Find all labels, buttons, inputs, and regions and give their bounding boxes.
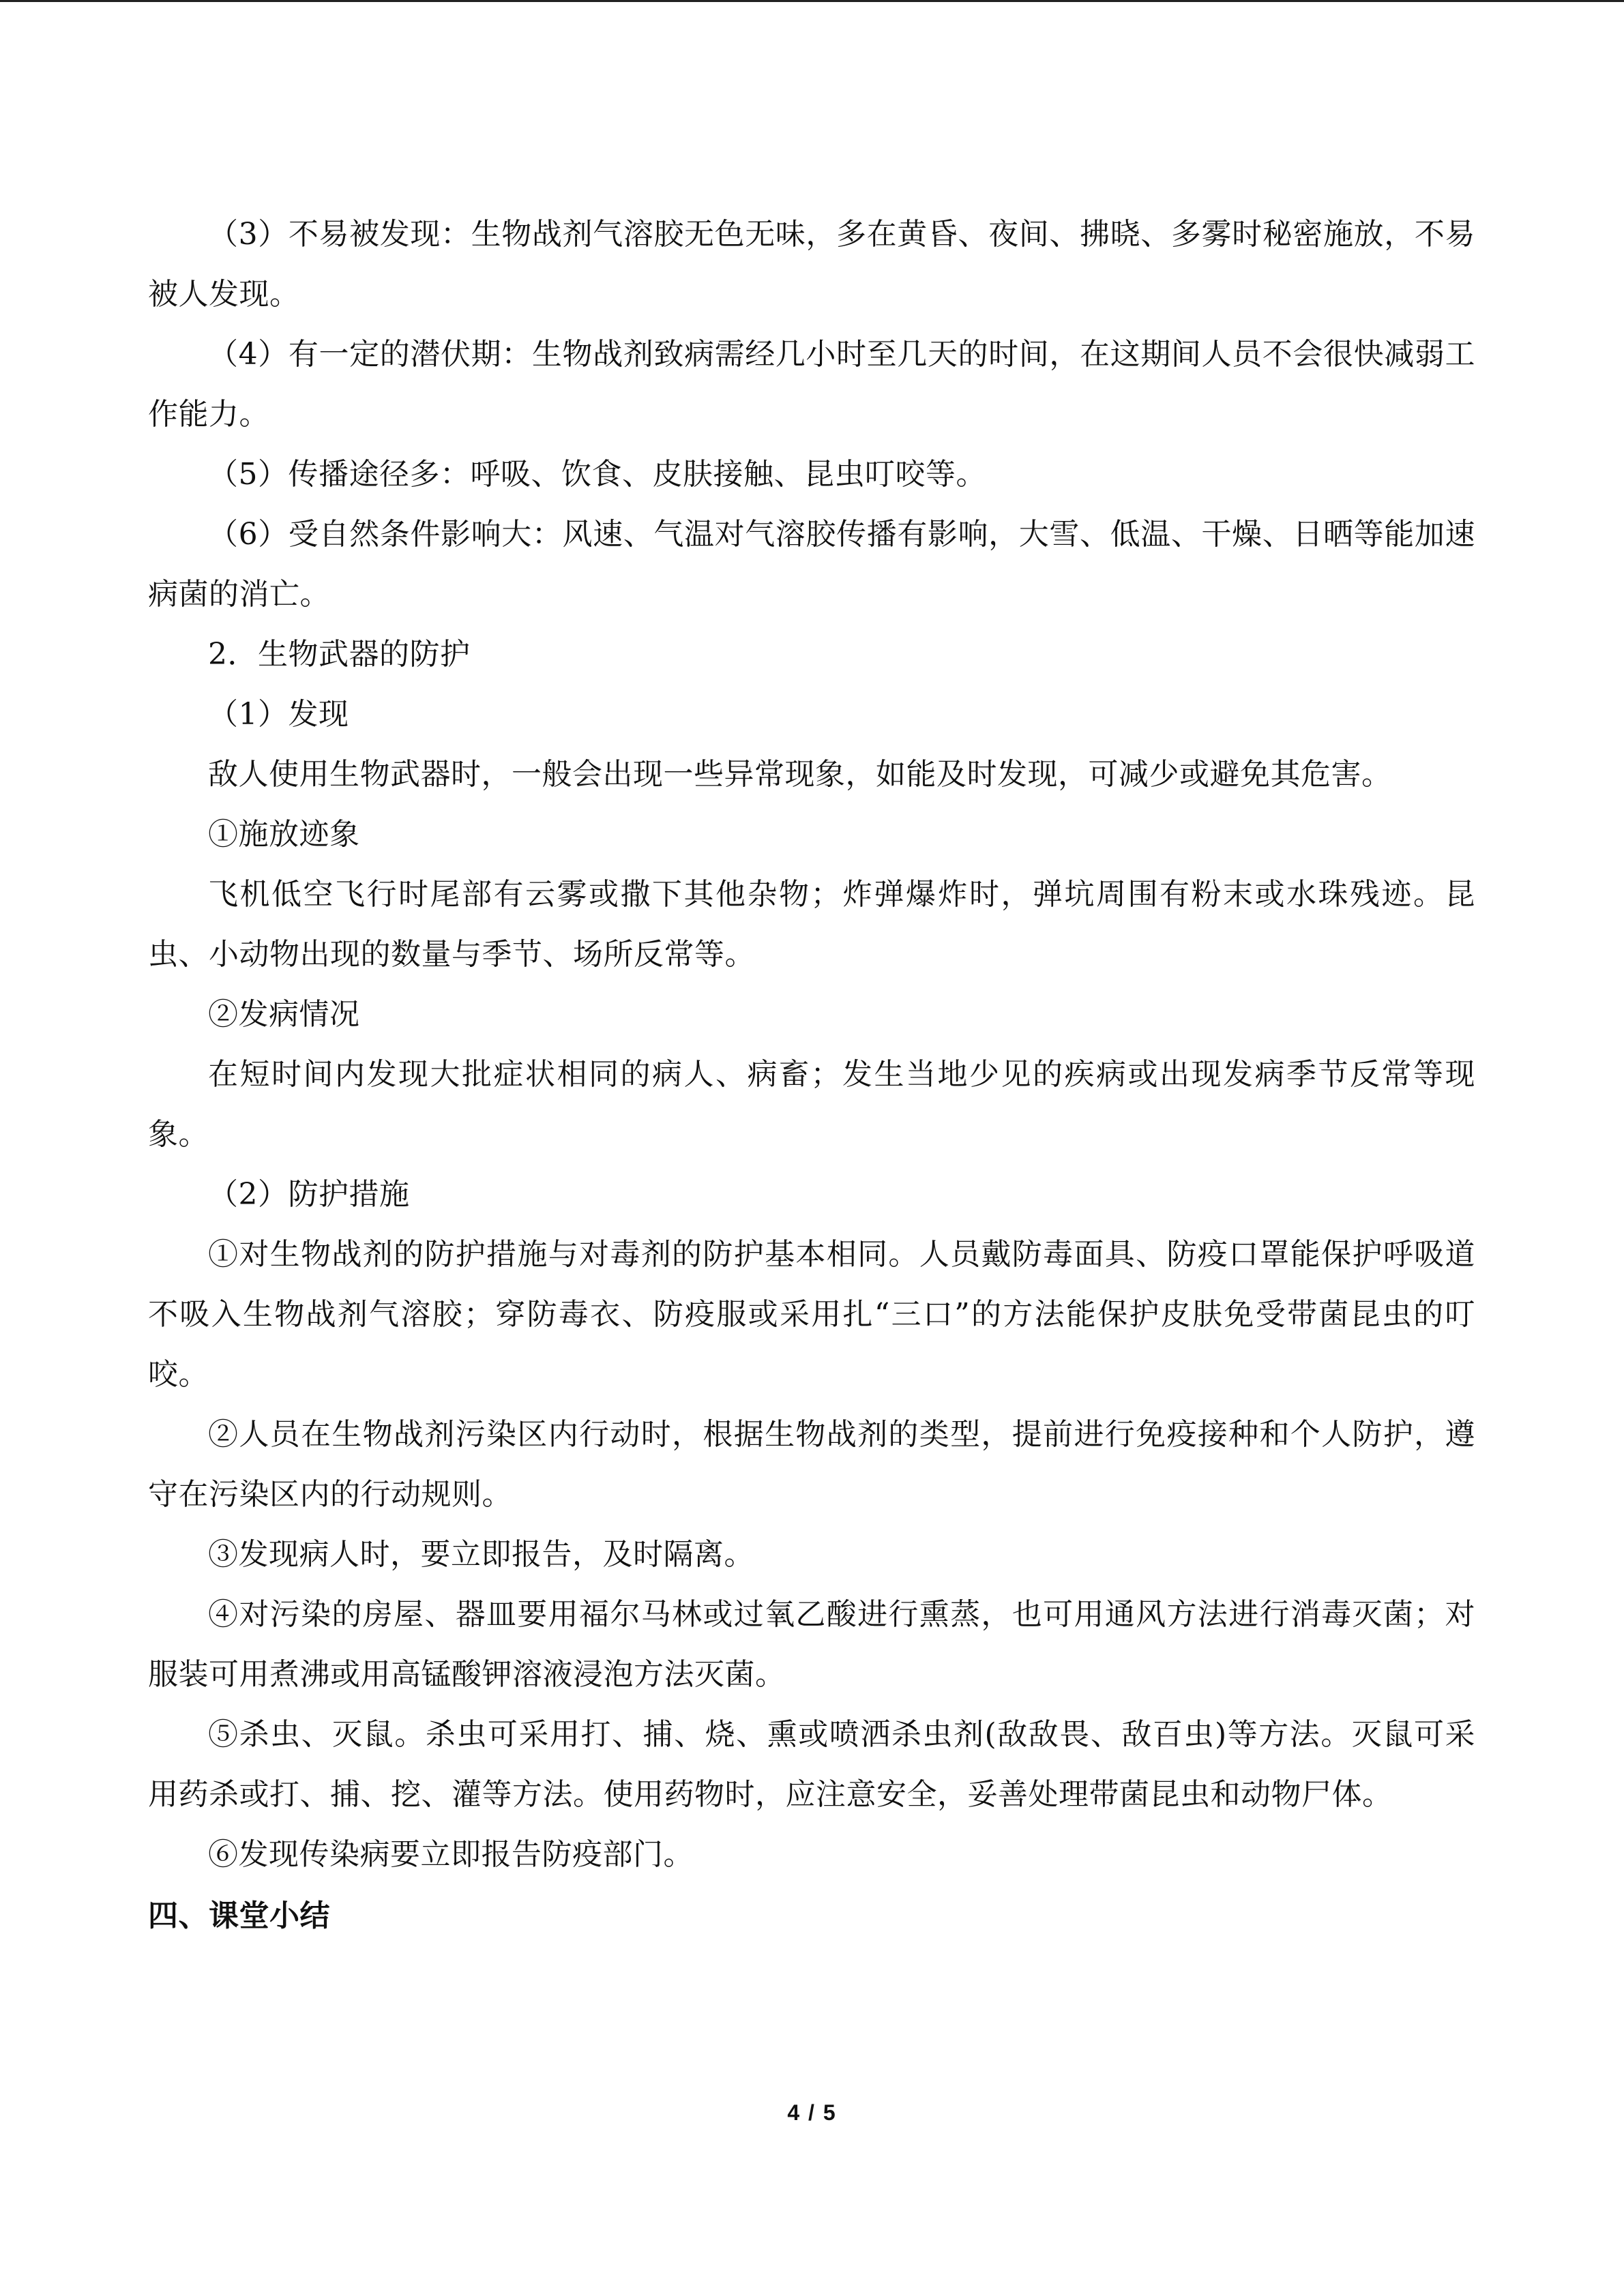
paragraph-item-4-incubation: （4）有一定的潜伏期：生物战剂致病需经几小时至几天的时间，在这期间人员不会很快减弱工作能力。	[148, 337, 1475, 432]
subheading-protective-measures: （2）防护措施	[208, 1177, 410, 1212]
paragraph-release-signs: 飞机低空飞行时尾部有云雾或撒下其他杂物；炸弹爆炸时，弹坑周围有粉末或水珠残迹。昆虫、小动物出现的数量与季节、场所反常等。	[148, 877, 1475, 972]
section-heading-class-summary: 四、课堂小结	[148, 1898, 330, 1933]
paragraph-measure-1: ①对生物战剂的防护措施与对毒剂的防护基本相同。人员戴防毒面具、防疫口罩能保护呼吸道不吸入生物战剂气溶胶；穿防毒衣、防疫服或采用扎“三口”的方法能保护皮肤免受带菌昆虫的叮咬。	[148, 1237, 1475, 1392]
subheading-release-signs: ①施放迹象	[208, 817, 360, 852]
paragraph-item-5-transmission: （5）传播途径多：呼吸、饮食、皮肤接触、昆虫叮咬等。	[208, 457, 986, 492]
paragraph-item-3-hard-to-detect: （3）不易被发现：生物战剂气溶胶无色无味，多在黄昏、夜间、拂晓、多雾时秘密施放，不易被人发现。	[148, 217, 1475, 312]
paragraph-disease-onset: 在短时间内发现大批症状相同的病人、病畜；发生当地少见的疾病或出现发病季节反常等现象。	[148, 1057, 1475, 1152]
subheading-disease-onset: ②发病情况	[208, 997, 360, 1032]
paragraph-measure-4: ④对污染的房屋、器皿要用福尔马林或过氧乙酸进行熏蒸，也可用通风方法进行消毒灭菌；对服装可用煮沸或用高锰酸钾溶液浸泡方法灭菌。	[148, 1597, 1475, 1692]
subheading-detection: （1）发现	[208, 697, 349, 732]
paragraph-item-6-natural-conditions: （6）受自然条件影响大：风速、气温对气溶胶传播有影响，大雪、低温、干燥、日晒等能加速病菌的消亡。	[148, 517, 1475, 612]
subheading-bio-weapon-protection: 2．生物武器的防护	[208, 637, 471, 672]
paragraph-measure-2: ②人员在生物战剂污染区内行动时，根据生物战剂的类型，提前进行免疫接种和个人防护，遵守在污染区内的行动规则。	[148, 1417, 1475, 1512]
top-border-line	[0, 0, 1624, 2]
document-body	[148, 205, 1475, 1948]
paragraph-measure-5: ⑤杀虫、灭鼠。杀虫可采用打、捕、烧、熏或喷洒杀虫剂(敌敌畏、敌百虫)等方法。灭鼠可采用药杀或打、捕、挖、灌等方法。使用药物时，应注意安全，妥善处理带菌昆虫和动物尸体。	[148, 1717, 1475, 1812]
paragraph-detection-intro: 敌人使用生物武器时，一般会出现一些异常现象，如能及时发现，可减少或避免其危害。	[208, 757, 1392, 792]
paragraph-measure-6: ⑥发现传染病要立即报告防疫部门。	[208, 1837, 694, 1872]
page-number: 4 / 5	[787, 2100, 837, 2125]
paragraph-measure-3: ③发现病人时，要立即报告，及时隔离。	[208, 1537, 754, 1572]
